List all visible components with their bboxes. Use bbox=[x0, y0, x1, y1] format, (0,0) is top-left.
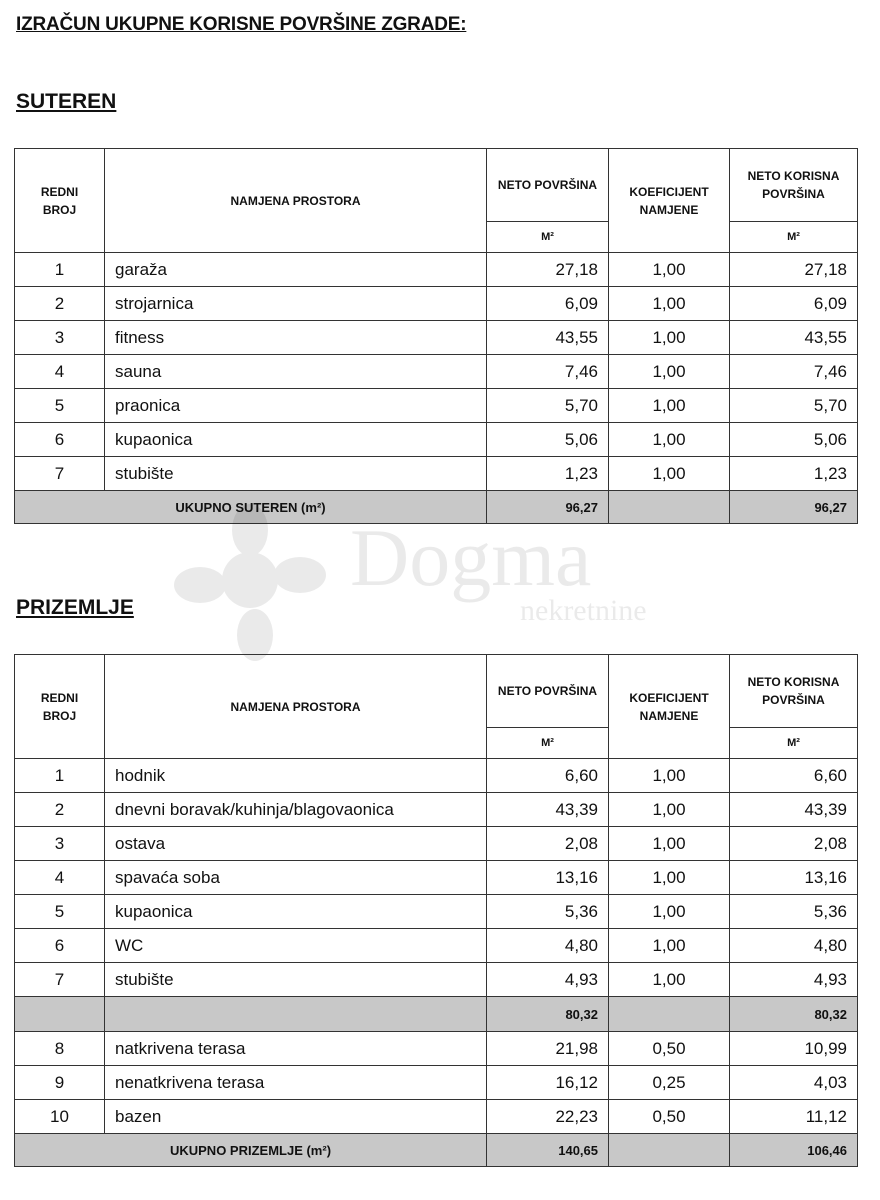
header-korisna: NETO KORISNA POVRŠINA bbox=[730, 149, 858, 222]
row-korisna: 13,16 bbox=[730, 861, 858, 895]
row-number: 6 bbox=[15, 423, 105, 457]
row-number: 3 bbox=[15, 321, 105, 355]
total-row bbox=[15, 491, 858, 524]
document-title: IZRAČUN UKUPNE KORISNE POVRŠINE ZGRADE: bbox=[16, 14, 467, 35]
row-name: WC bbox=[105, 929, 487, 963]
unit-neto: M² bbox=[487, 728, 609, 759]
header-redni-broj: REDNI BROJ bbox=[15, 149, 105, 253]
row-number: 4 bbox=[15, 355, 105, 389]
row-korisna: 27,18 bbox=[730, 253, 858, 287]
row-neto: 6,09 bbox=[487, 287, 609, 321]
row-name: kupaonica bbox=[105, 423, 487, 457]
row-korisna: 43,39 bbox=[730, 793, 858, 827]
row-neto: 6,60 bbox=[487, 759, 609, 793]
header-namjena: NAMJENA PROSTORA bbox=[105, 655, 487, 759]
row-neto: 27,18 bbox=[487, 253, 609, 287]
row-koeficijent: 1,00 bbox=[609, 929, 730, 963]
row-name: sauna bbox=[105, 355, 487, 389]
row-koeficijent: 1,00 bbox=[609, 287, 730, 321]
row-koeficijent: 0,50 bbox=[609, 1032, 730, 1066]
row-neto: 43,55 bbox=[487, 321, 609, 355]
unit-neto: M² bbox=[487, 222, 609, 253]
row-neto: 1,23 bbox=[487, 457, 609, 491]
row-korisna: 11,12 bbox=[730, 1100, 858, 1134]
table-row bbox=[15, 355, 858, 389]
row-name: stubište bbox=[105, 457, 487, 491]
header-namjena: NAMJENA PROSTORA bbox=[105, 149, 487, 253]
unit-korisna: M² bbox=[730, 222, 858, 253]
header-redni-broj: REDNI BROJ bbox=[15, 655, 105, 759]
row-number: 1 bbox=[15, 253, 105, 287]
row-number: 9 bbox=[15, 1066, 105, 1100]
row-neto: 21,98 bbox=[487, 1032, 609, 1066]
row-number: 7 bbox=[15, 457, 105, 491]
total-label: UKUPNO SUTEREN (m²) bbox=[15, 491, 487, 524]
table-row bbox=[15, 793, 858, 827]
table-row bbox=[15, 827, 858, 861]
row-neto: 4,80 bbox=[487, 929, 609, 963]
total-label: UKUPNO PRIZEMLJE (m²) bbox=[15, 1134, 487, 1167]
subtotal-empty bbox=[105, 997, 487, 1032]
row-name: natkrivena terasa bbox=[105, 1032, 487, 1066]
row-korisna: 6,09 bbox=[730, 287, 858, 321]
row-number: 8 bbox=[15, 1032, 105, 1066]
row-koeficijent: 0,25 bbox=[609, 1066, 730, 1100]
table-row bbox=[15, 929, 858, 963]
suteren-table bbox=[14, 148, 858, 524]
row-number: 4 bbox=[15, 861, 105, 895]
row-koeficijent: 1,00 bbox=[609, 793, 730, 827]
section-title-suteren: SUTEREN bbox=[16, 90, 117, 113]
total-empty bbox=[609, 1134, 730, 1167]
row-number: 3 bbox=[15, 827, 105, 861]
table-row bbox=[15, 389, 858, 423]
row-koeficijent: 1,00 bbox=[609, 827, 730, 861]
table-row bbox=[15, 759, 858, 793]
row-koeficijent: 1,00 bbox=[609, 759, 730, 793]
row-korisna: 2,08 bbox=[730, 827, 858, 861]
total-row bbox=[15, 1134, 858, 1167]
row-name: dnevni boravak/kuhinja/blagovaonica bbox=[105, 793, 487, 827]
table-row bbox=[15, 253, 858, 287]
section-title-prizemlje: PRIZEMLJE bbox=[16, 596, 134, 619]
row-korisna: 5,36 bbox=[730, 895, 858, 929]
row-neto: 2,08 bbox=[487, 827, 609, 861]
subtotal-row bbox=[15, 997, 858, 1032]
subtotal-korisna: 80,32 bbox=[730, 997, 858, 1032]
row-korisna: 5,70 bbox=[730, 389, 858, 423]
row-neto: 5,70 bbox=[487, 389, 609, 423]
total-korisna: 106,46 bbox=[730, 1134, 858, 1167]
row-korisna: 43,55 bbox=[730, 321, 858, 355]
subtotal-empty bbox=[609, 997, 730, 1032]
subtotal-empty bbox=[15, 997, 105, 1032]
table-row bbox=[15, 1032, 858, 1066]
row-name: nenatkrivena terasa bbox=[105, 1066, 487, 1100]
unit-korisna: M² bbox=[730, 728, 858, 759]
row-number: 5 bbox=[15, 895, 105, 929]
table-row bbox=[15, 1066, 858, 1100]
header-korisna: NETO KORISNA POVRŠINA bbox=[730, 655, 858, 728]
row-koeficijent: 1,00 bbox=[609, 321, 730, 355]
total-neto: 96,27 bbox=[487, 491, 609, 524]
row-number: 7 bbox=[15, 963, 105, 997]
row-name: strojarnica bbox=[105, 287, 487, 321]
row-number: 1 bbox=[15, 759, 105, 793]
table-row bbox=[15, 895, 858, 929]
row-name: kupaonica bbox=[105, 895, 487, 929]
row-name: spavaća soba bbox=[105, 861, 487, 895]
table-row bbox=[15, 287, 858, 321]
table-row bbox=[15, 321, 858, 355]
total-neto: 140,65 bbox=[487, 1134, 609, 1167]
row-neto: 13,16 bbox=[487, 861, 609, 895]
prizemlje-table bbox=[14, 654, 858, 1167]
row-koeficijent: 1,00 bbox=[609, 963, 730, 997]
table-row bbox=[15, 861, 858, 895]
row-korisna: 4,03 bbox=[730, 1066, 858, 1100]
table-row bbox=[15, 457, 858, 491]
row-number: 2 bbox=[15, 793, 105, 827]
row-korisna: 7,46 bbox=[730, 355, 858, 389]
total-empty bbox=[609, 491, 730, 524]
row-koeficijent: 1,00 bbox=[609, 423, 730, 457]
row-name: bazen bbox=[105, 1100, 487, 1134]
row-neto: 43,39 bbox=[487, 793, 609, 827]
row-name: ostava bbox=[105, 827, 487, 861]
row-korisna: 4,93 bbox=[730, 963, 858, 997]
row-name: fitness bbox=[105, 321, 487, 355]
row-neto: 7,46 bbox=[487, 355, 609, 389]
row-name: praonica bbox=[105, 389, 487, 423]
header-neto: NETO POVRŠINA bbox=[487, 655, 609, 728]
row-name: garaža bbox=[105, 253, 487, 287]
watermark-subtext: nekretnine bbox=[520, 594, 647, 627]
row-name: stubište bbox=[105, 963, 487, 997]
row-name: hodnik bbox=[105, 759, 487, 793]
total-korisna: 96,27 bbox=[730, 491, 858, 524]
table-row bbox=[15, 1100, 858, 1134]
row-koeficijent: 1,00 bbox=[609, 389, 730, 423]
row-koeficijent: 1,00 bbox=[609, 253, 730, 287]
row-koeficijent: 1,00 bbox=[609, 895, 730, 929]
row-koeficijent: 1,00 bbox=[609, 457, 730, 491]
table-row bbox=[15, 963, 858, 997]
row-neto: 5,06 bbox=[487, 423, 609, 457]
row-koeficijent: 1,00 bbox=[609, 861, 730, 895]
row-number: 2 bbox=[15, 287, 105, 321]
header-koeficijent: KOEFICIJENT NAMJENE bbox=[609, 149, 730, 253]
row-number: 6 bbox=[15, 929, 105, 963]
flower-icon bbox=[174, 504, 326, 661]
header-koeficijent: KOEFICIJENT NAMJENE bbox=[609, 655, 730, 759]
row-neto: 5,36 bbox=[487, 895, 609, 929]
subtotal-neto: 80,32 bbox=[487, 997, 609, 1032]
row-number: 5 bbox=[15, 389, 105, 423]
row-korisna: 10,99 bbox=[730, 1032, 858, 1066]
row-korisna: 4,80 bbox=[730, 929, 858, 963]
row-koeficijent: 1,00 bbox=[609, 355, 730, 389]
row-neto: 16,12 bbox=[487, 1066, 609, 1100]
row-neto: 22,23 bbox=[487, 1100, 609, 1134]
row-number: 10 bbox=[15, 1100, 105, 1134]
table-row bbox=[15, 423, 858, 457]
row-korisna: 1,23 bbox=[730, 457, 858, 491]
watermark-text: Dogma bbox=[350, 512, 592, 603]
row-korisna: 6,60 bbox=[730, 759, 858, 793]
row-neto: 4,93 bbox=[487, 963, 609, 997]
header-neto: NETO POVRŠINA bbox=[487, 149, 609, 222]
row-koeficijent: 0,50 bbox=[609, 1100, 730, 1134]
row-korisna: 5,06 bbox=[730, 423, 858, 457]
